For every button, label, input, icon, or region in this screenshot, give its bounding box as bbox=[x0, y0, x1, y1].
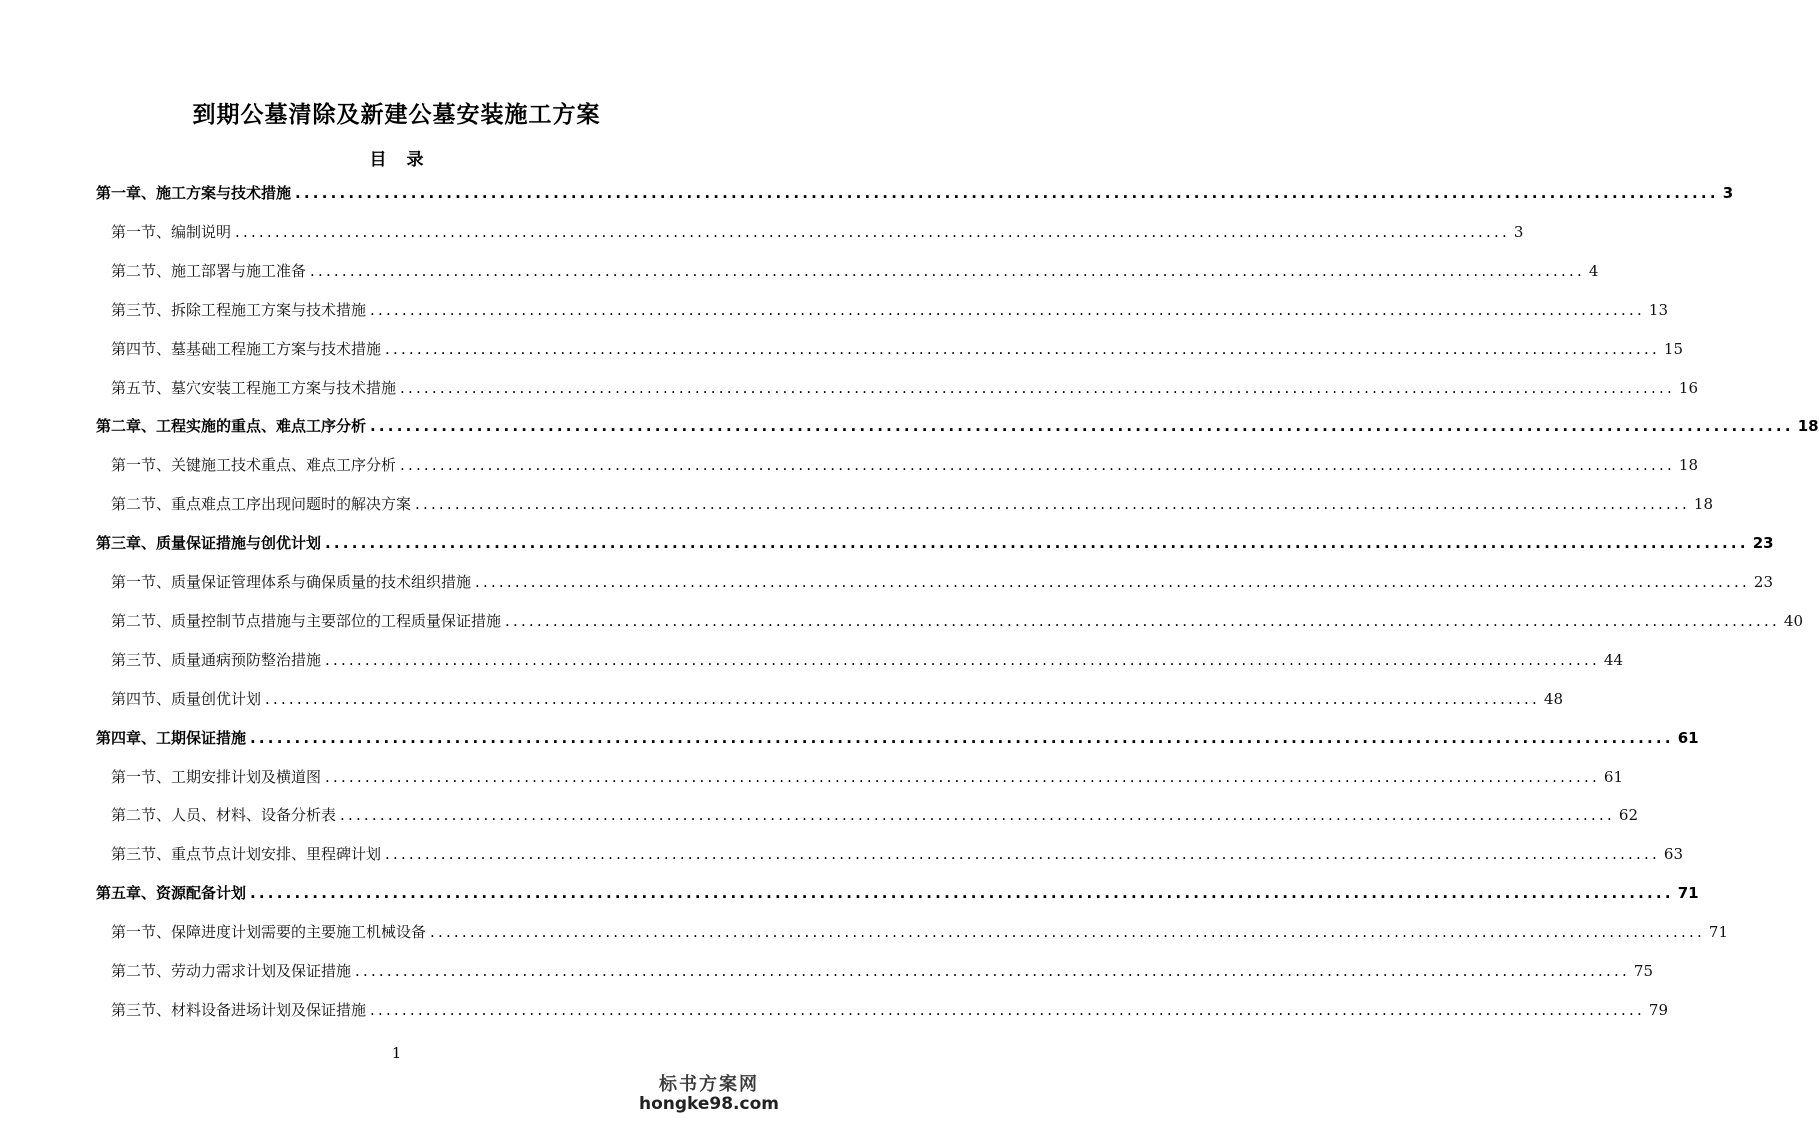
toc-entry-page: 61 bbox=[1603, 767, 1623, 786]
toc-entry-title: 第一节、保障进度计划需要的主要施工机械设备 bbox=[111, 923, 427, 942]
toc-section-entry[interactable] bbox=[111, 571, 1773, 593]
toc-entry-page: 61 bbox=[1677, 728, 1699, 747]
toc-entry-title: 第二节、施工部署与施工准备 bbox=[111, 261, 307, 280]
toc-section-entry[interactable] bbox=[111, 454, 1698, 476]
toc-section-entry[interactable] bbox=[111, 649, 1623, 671]
toc-section-entry[interactable] bbox=[111, 688, 1563, 710]
watermark-brand: 标书方案网 bbox=[658, 1074, 759, 1095]
toc-section-entry[interactable] bbox=[111, 221, 1524, 243]
toc-section-entry[interactable] bbox=[111, 377, 1698, 399]
toc-entry-page: 62 bbox=[1618, 806, 1638, 825]
toc-entry-page: 4 bbox=[1588, 261, 1599, 280]
toc-entry-page: 3 bbox=[1722, 184, 1734, 202]
toc-leader-dots: ................................................................................................................................................................ bbox=[250, 884, 1674, 903]
toc-chapter-entry[interactable] bbox=[96, 882, 1699, 904]
toc-entry-title: 第五章、资源配备计划 bbox=[96, 884, 247, 903]
toc-section-entry[interactable] bbox=[111, 921, 1728, 943]
toc-leader-dots: ................................................................................................................................................................ bbox=[325, 534, 1749, 553]
toc-leader-dots: ................................................................................................................................................................ bbox=[370, 417, 1794, 436]
page-number: 1 bbox=[391, 1044, 402, 1062]
toc-entry-title: 第三章、质量保证措施与创优计划 bbox=[96, 534, 322, 553]
toc-leader-dots: ................................................................................................................................................................ bbox=[235, 222, 1510, 241]
toc-entry-title: 第四节、质量创优计划 bbox=[111, 689, 262, 708]
toc-entry-title: 第三节、材料设备进场计划及保证措施 bbox=[111, 1000, 367, 1019]
toc-leader-dots: ................................................................................................................................................................ bbox=[325, 650, 1600, 669]
toc-leader-dots: ................................................................................................................................................................ bbox=[310, 261, 1585, 280]
toc-entry-page: 63 bbox=[1663, 845, 1683, 864]
toc-entry-title: 第五节、墓穴安装工程施工方案与技术措施 bbox=[111, 378, 397, 397]
toc-section-entry[interactable] bbox=[111, 338, 1683, 360]
toc-entry-page: 15 bbox=[1663, 339, 1683, 358]
toc-leader-dots: ................................................................................................................................................................ bbox=[400, 378, 1675, 397]
toc-section-entry[interactable] bbox=[111, 999, 1668, 1021]
toc-leader-dots: ................................................................................................................................................................ bbox=[415, 495, 1690, 514]
toc-entry-page: 48 bbox=[1543, 689, 1563, 708]
toc-section-entry[interactable] bbox=[111, 260, 1599, 282]
watermark-url: hongke98.com bbox=[638, 1094, 779, 1114]
toc-entry-title: 第二节、质量控制节点措施与主要部位的工程质量保证措施 bbox=[111, 611, 502, 630]
toc-entry-title: 第一节、编制说明 bbox=[111, 222, 232, 241]
toc-entry-title: 第三节、拆除工程施工方案与技术措施 bbox=[111, 300, 367, 319]
toc-leader-dots: ................................................................................................................................................................ bbox=[385, 845, 1660, 864]
toc-entry-title: 第四章、工期保证措施 bbox=[96, 728, 247, 747]
toc-entry-title: 第三节、质量通病预防整治措施 bbox=[111, 650, 322, 669]
toc-section-entry[interactable] bbox=[111, 960, 1653, 982]
toc-entry-title: 第二节、劳动力需求计划及保证措施 bbox=[111, 962, 352, 980]
toc-entry-page: 79 bbox=[1648, 1000, 1668, 1019]
toc-leader-dots: ................................................................................................................................................................ bbox=[265, 689, 1540, 708]
toc-leader-dots: ................................................................................................................................................................ bbox=[475, 573, 1750, 591]
toc-leader-dots: ................................................................................................................................................................ bbox=[295, 184, 1719, 202]
page-title: 到期公墓清除及新建公墓安装施工方案 bbox=[192, 102, 601, 128]
toc-entry-title: 第二节、重点难点工序出现问题时的解决方案 bbox=[111, 495, 412, 514]
toc-entry-title: 第二节、人员、材料、设备分析表 bbox=[111, 806, 337, 825]
toc-entry-page: 18 bbox=[1797, 417, 1819, 436]
toc-entry-page: 71 bbox=[1677, 884, 1699, 903]
toc-leader-dots: ................................................................................................................................................................ bbox=[250, 728, 1674, 747]
toc-entry-page: 16 bbox=[1678, 378, 1698, 397]
toc-entry-title: 第一节、关键施工技术重点、难点工序分析 bbox=[111, 456, 397, 475]
toc-entry-page: 40 bbox=[1783, 611, 1803, 630]
toc-entry-page: 71 bbox=[1708, 923, 1728, 942]
toc-section-entry[interactable] bbox=[111, 804, 1638, 826]
toc-entry-page: 18 bbox=[1693, 495, 1713, 514]
toc-section-entry[interactable] bbox=[111, 766, 1623, 788]
toc-chapter-entry[interactable] bbox=[96, 532, 1774, 554]
toc-entry-title: 第一节、质量保证管理体系与确保质量的技术组织措施 bbox=[111, 573, 472, 591]
toc-entry-page: 44 bbox=[1603, 650, 1623, 669]
toc-leader-dots: ................................................................................................................................................................ bbox=[400, 456, 1675, 475]
toc-entry-title: 第一节、工期安排计划及横道图 bbox=[111, 767, 322, 786]
toc-entry-page: 13 bbox=[1648, 300, 1668, 319]
toc-entry-page: 18 bbox=[1678, 456, 1698, 475]
toc-entry-page: 23 bbox=[1752, 534, 1774, 553]
toc-leader-dots: ................................................................................................................................................................ bbox=[505, 611, 1780, 630]
toc-leader-dots: ................................................................................................................................................................ bbox=[385, 339, 1660, 358]
toc-section-entry[interactable] bbox=[111, 843, 1683, 865]
toc-entry-page: 23 bbox=[1753, 573, 1773, 591]
toc-heading: 目 录 bbox=[369, 150, 424, 170]
toc-section-entry[interactable] bbox=[111, 610, 1803, 632]
toc-chapter-entry[interactable] bbox=[96, 727, 1699, 749]
toc-section-entry[interactable] bbox=[111, 493, 1713, 515]
toc-entry-page: 75 bbox=[1633, 962, 1653, 980]
toc-leader-dots: ................................................................................................................................................................ bbox=[325, 767, 1600, 786]
toc-leader-dots: ................................................................................................................................................................ bbox=[340, 806, 1615, 825]
toc-entry-title: 第四节、墓基础工程施工方案与技术措施 bbox=[111, 339, 382, 358]
toc-leader-dots: ................................................................................................................................................................ bbox=[370, 300, 1645, 319]
toc-chapter-entry[interactable] bbox=[96, 415, 1819, 437]
toc-leader-dots: ................................................................................................................................................................ bbox=[430, 923, 1705, 942]
watermark bbox=[639, 1070, 779, 1114]
toc-entry-title: 第一章、施工方案与技术措施 bbox=[96, 184, 292, 202]
toc-leader-dots: ................................................................................................................................................................ bbox=[355, 962, 1630, 980]
toc-entry-title: 第三节、重点节点计划安排、里程碑计划 bbox=[111, 845, 382, 864]
toc-chapter-entry[interactable] bbox=[96, 182, 1734, 204]
toc-section-entry[interactable] bbox=[111, 299, 1668, 321]
toc-entry-page: 3 bbox=[1513, 222, 1524, 241]
toc-entry-title: 第二章、工程实施的重点、难点工序分析 bbox=[96, 417, 367, 436]
toc-leader-dots: ................................................................................................................................................................ bbox=[370, 1000, 1645, 1019]
